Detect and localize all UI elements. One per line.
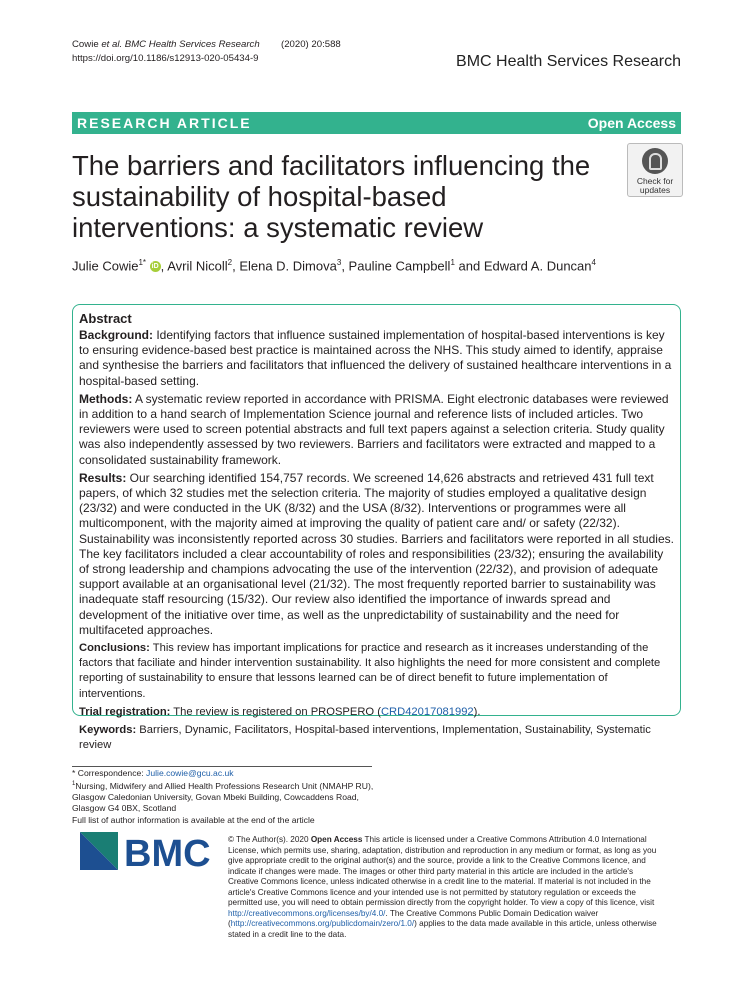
running-header: [72, 38, 341, 66]
bmc-logo: [80, 832, 215, 872]
author-affil-sup: 4: [591, 258, 596, 267]
citation-year: (2020) 20:588: [281, 39, 341, 50]
author-list: Julie Cowie$^{1*}$ iD , Avril Nicoll$^2$, Elena D. Dimova$^3$, Pauline Campbell$^1$ and Edward A. Duncan$^4$: [72, 258, 596, 274]
article-type-label: RESEARCH ARTICLE: [77, 115, 252, 131]
bmc-logo-icon: [80, 832, 215, 872]
correspondence-email-link[interactable]: Julie.cowie@gcu.ac.uk: [146, 768, 234, 778]
full-author-info: Full list of author information is available at the end of the article: [72, 814, 315, 825]
abstract-conclusions: [79, 641, 674, 702]
abstract-box: [72, 304, 681, 752]
citation-journal: et al. BMC Health Services Research: [101, 39, 260, 50]
section-text: Our searching identified 154,757 records. We screened 14,626 abstracts and retrieved 431 full text papers, of which 32 studies met the selection criteria. The majority of studies employed a qualitative design (23/32) and were conducted in the UK (8/32) and the USA (8/32). Interventions or programmes were all multicomponent, with the majority aimed at improving the quality of patient care and/ or safety (22/32). Sustainability was inconsistently reported across 30 studies. Barriers and facilitators were reported in all studies. The key facilitators included a clear accountability of roles and responsibilities (23/32); ensuring the availability of strong leadership and champions advocating the use of the intervention (22/32), and provision of adequate support available at an organisational level (21/32). The most frequently reported barrier to sustainability was inadequate staff resourcing (15/32). Our review also identified the importance of inwards spread and development of the initiative over time, as well as the unpredictability of sustainability and the need for multifaceted approaches.: [79, 470, 674, 637]
abstract-keywords: [79, 723, 674, 753]
abstract-heading: Abstract: [79, 311, 132, 326]
abstract-results: [79, 471, 674, 638]
citation-author: Cowie: [72, 39, 102, 50]
doi-link[interactable]: https://doi.org/10.1186/s12913-020-05434-9: [72, 53, 259, 64]
journal-name: BMC Health Services Research: [456, 53, 681, 70]
abstract-background: [79, 328, 674, 389]
cc-by-link[interactable]: http://creativecommons.org/licenses/by/4.0/: [228, 908, 386, 918]
section-label: Keywords:: [79, 724, 137, 737]
author-affil-sup: 3: [336, 258, 342, 267]
cc-zero-link[interactable]: http://creativecommons.org/publicdomain/zero/1.0/: [230, 919, 415, 928]
check-for-updates-button[interactable]: [627, 143, 683, 197]
prospero-link[interactable]: CRD42017081992: [380, 705, 474, 718]
article-title: The barriers and facilitators influencing the sustainability of hospital-based interventions: a systematic review: [72, 150, 591, 243]
correspondence-line: [72, 768, 382, 779]
section-text: The review is registered on PROSPERO (: [170, 705, 381, 718]
check-updates-line1: Check for: [636, 176, 674, 186]
abstract-trial-registration: [79, 705, 674, 720]
affil-sup: 1: [72, 781, 76, 788]
svg-text:BMC: BMC: [124, 833, 211, 872]
section-label: Background:: [79, 328, 154, 342]
section-label: Methods:: [79, 391, 133, 406]
license-body: This article is licensed under a Creative Commons Attribution 4.0 International License, which permits use, sharing, adaptation, distribution and reproduction in any medium or format, as long as you give appropriate credit to the original author(s) and the source, provide a link to the Creative Commons licence, and indicate if changes were made. The images or other third party material in this article are included in the article's Creative Commons licence, unless indicated otherwise in a credit line to the material. If material is not included in the article's Creative Commons licence and your intended use is not permitted by statutory regulation or exceeds the permitted use, you will need to obtain permission directly from the copyright holder. To view a copy of this licence, visit: [228, 835, 657, 907]
open-access-label: Open Access: [587, 115, 676, 131]
license-body: ) applies to the data made available in this article, unless otherwise stated in a credit line to the data.: [228, 919, 657, 939]
affiliation-text: Nursing, Midwifery and Allied Health Professions Research Unit (NMAHP RU), Glasgow Caledonian University, Govan Mbeki Building, Cowcaddens Road, Glasgow G4 0BX, Scotland: [72, 781, 374, 814]
author-name[interactable]: Pauline Campbell: [348, 258, 451, 274]
check-for-updates-icon: [642, 148, 668, 174]
section-label: Trial registration:: [79, 705, 171, 718]
check-updates-line2: updates: [639, 185, 671, 195]
orcid-icon[interactable]: iD: [151, 263, 159, 271]
author-name[interactable]: Edward A. Duncan: [483, 258, 592, 274]
section-text: Barriers, Dynamic, Facilitators, Hospital-based interventions, Implementation, Sustainability, Systematic review: [79, 724, 651, 752]
license-open-access: Open Access: [310, 835, 363, 844]
license-body: . The Creative Commons Public Domain Dedication waiver (: [228, 908, 599, 928]
section-text: This review has important implications for practice and research as it increases understanding of the factors that faciliate and hinder intervention sustainability. It also highlights the need for more consistent and complete reporting of sustainability to ensure that lessons learned can be of direct benefit to future implementation of interventions.: [79, 642, 661, 700]
footnote: [72, 768, 382, 826]
license-copyright: © The Author(s). 2020: [228, 835, 311, 844]
section-text: A systematic review reported in accordance with PRISMA. Eight electronic databases were reviewed in addition to a hand search of Implementation Science journal and reference lists of included articles. Two reviewers were used to screen potential abstracts and full text papers against a selection criteria. Study quality was also independently assessed by two reviewers. Barriers and facilitators were extracted and mapped to a consolidated sustainability framework.: [79, 391, 669, 467]
author-name[interactable]: Julie Cowie: [72, 258, 139, 274]
authors-and: and: [454, 258, 484, 274]
affiliation-line: [72, 779, 382, 814]
author-name[interactable]: Avril Nicoll: [167, 258, 228, 274]
article-type-band: [72, 112, 681, 134]
section-text: Identifying factors that influence sustained implementation of hospital-based interventions is key to ensuring evidence-based best practice is maintained across the NHS. This study aimed to identify, appraise and synthesise the barriers and facilitators that influenced the delivery of sustained healthcare interventions in a hospital-based setting.: [79, 328, 672, 388]
section-label: Conclusions:: [79, 642, 150, 655]
author-name[interactable]: Elena D. Dimova: [239, 258, 337, 274]
section-label: Results:: [79, 470, 127, 485]
license-text: [228, 835, 663, 940]
author-affil-sup: 2: [227, 258, 233, 267]
citation-line: [72, 38, 341, 52]
author-affil-sup: 1: [450, 258, 455, 267]
correspondence-label: * Correspondence:: [72, 768, 147, 778]
abstract-methods: [79, 392, 674, 468]
footnote-divider: [72, 766, 372, 767]
section-text: ).: [473, 705, 481, 718]
author-affil-sup: 1*: [138, 258, 147, 267]
